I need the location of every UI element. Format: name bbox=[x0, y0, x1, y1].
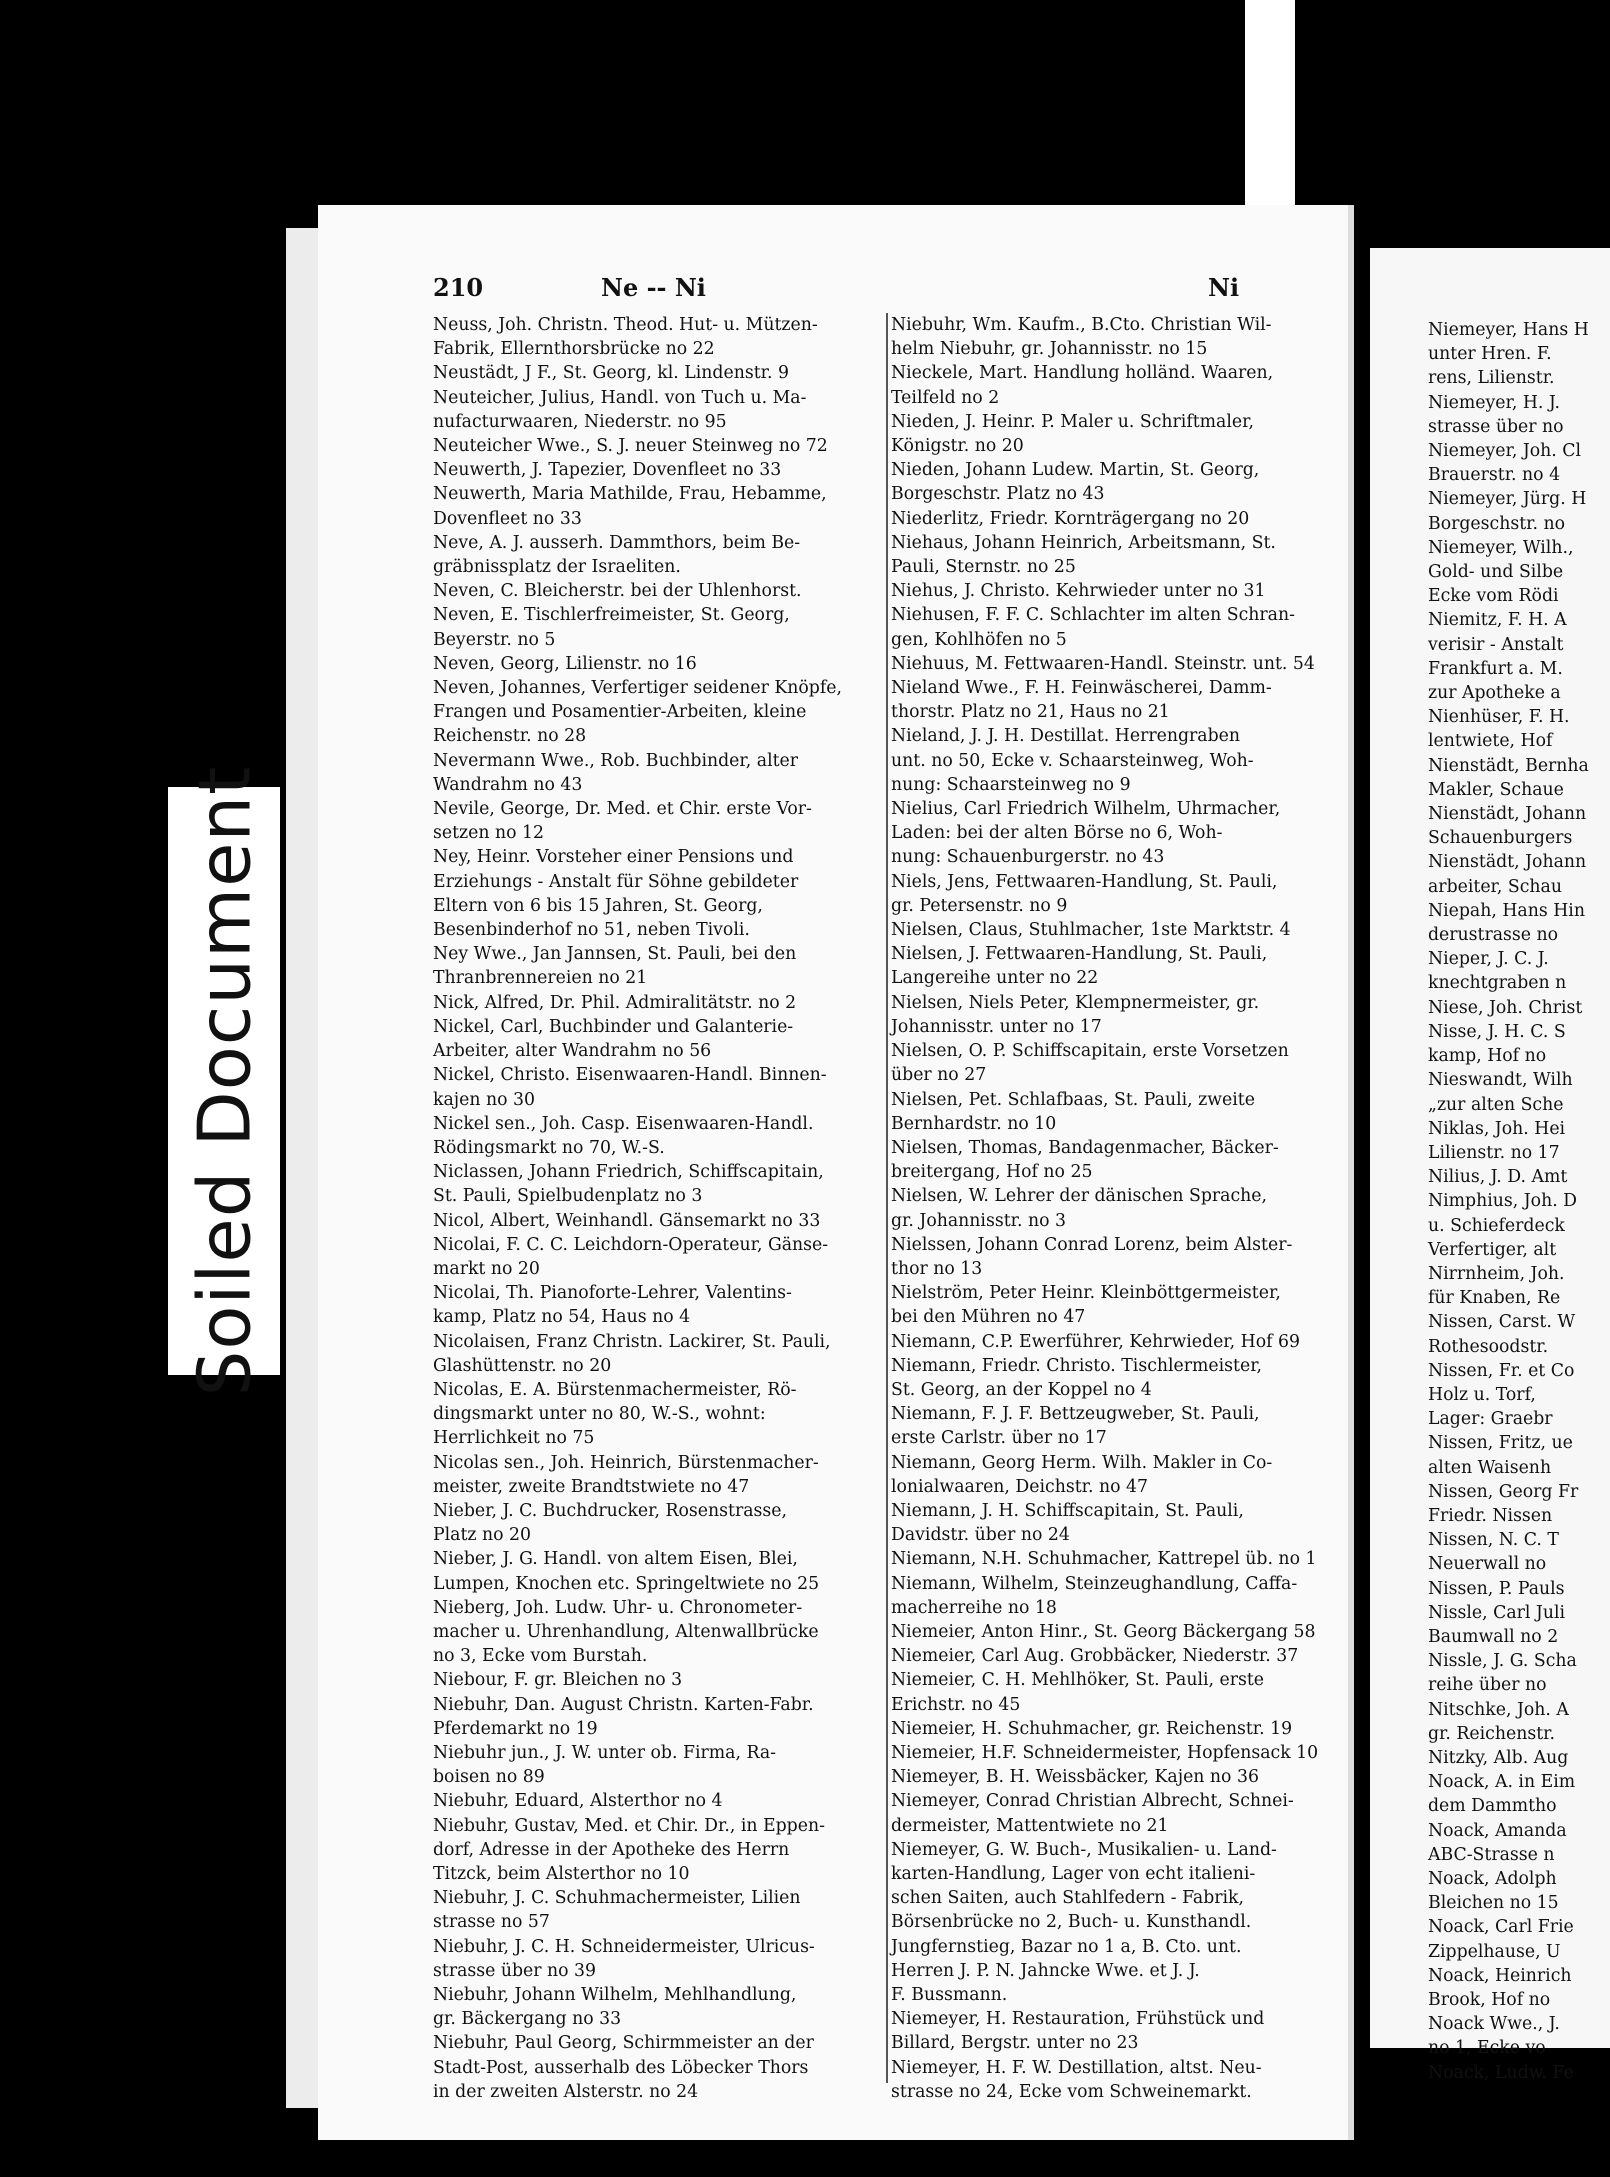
entry-line: Niemeyer, H. J. bbox=[1428, 392, 1560, 413]
entry-line: nung: Schauenburgerstr. no 43 bbox=[891, 847, 1165, 868]
entry-line: Nissen, Fr. et Co bbox=[1428, 1360, 1575, 1381]
entry-line: strasse no 57 bbox=[433, 1912, 550, 1933]
entry-line: Nieper, J. C. J. bbox=[1428, 949, 1549, 970]
entry-line: Niehuus, M. Fettwaaren-Handl. Steinstr. unt. 54 bbox=[891, 653, 1315, 674]
left-column bbox=[433, 313, 891, 2104]
entry-line: Nimphius, Joh. D bbox=[1428, 1191, 1578, 1212]
entry-line: Niemann, C.P. Ewerführer, Kehrwieder, Hof 69 bbox=[891, 1331, 1301, 1352]
entry-line: rens, Lilienstr. bbox=[1428, 368, 1555, 389]
entry-line: Nicolas sen., Joh. Heinrich, Bürstenmacher- bbox=[433, 1452, 819, 1473]
entry-line: Baumwall no 2 bbox=[1428, 1626, 1559, 1647]
entry-line: lonialwaaren, Deichstr. no 47 bbox=[891, 1476, 1149, 1497]
entry-line: für Knaben, Re bbox=[1428, 1288, 1561, 1309]
page-header bbox=[433, 273, 1318, 313]
entry-line: Schauenburgers bbox=[1428, 828, 1573, 849]
entry-line: Nevile, George, Dr. Med. et Chir. erste Vor- bbox=[433, 799, 812, 820]
entry-line: Niemeyer, Wilh., bbox=[1428, 537, 1574, 558]
entry-line: Rothesoodstr. bbox=[1428, 1336, 1549, 1357]
entry-line: Nissen, P. Pauls bbox=[1428, 1578, 1565, 1599]
entry-line: Herrlichkeit no 75 bbox=[433, 1428, 595, 1449]
entry-line: Nitschke, Joh. A bbox=[1428, 1699, 1569, 1720]
entry-line: Nisse, J. H. C. S bbox=[1428, 1021, 1566, 1042]
entry-line: Noack Wwe., J. bbox=[1428, 2014, 1560, 2035]
entry-line: Niebuhr, J. C. Schuhmachermeister, Lilien bbox=[433, 1888, 801, 1909]
soiled-document-text: Soiled Document bbox=[182, 765, 266, 1397]
entry-line: Nicolaisen, Franz Christn. Lackirer, St. Pauli, bbox=[433, 1331, 831, 1352]
entry-line: dingsmarkt unter no 80, W.-S., wohnt: bbox=[433, 1404, 766, 1425]
entry-line: markt no 20 bbox=[433, 1258, 540, 1279]
entry-line: Niemitz, F. H. A bbox=[1428, 610, 1567, 631]
page-number: 210 bbox=[433, 273, 484, 302]
entry-line: Niebuhr jun., J. W. unter ob. Firma, Ra- bbox=[433, 1742, 776, 1763]
entry-line: Niemann, J. H. Schiffscapitain, St. Pauli, bbox=[891, 1500, 1244, 1521]
entry-line: in der zweiten Alsterstr. no 24 bbox=[433, 2081, 699, 2102]
entry-line: karten-Handlung, Lager von echt italieni- bbox=[891, 1864, 1256, 1884]
entry-line: Niemann, Wilhelm, Steinzeughandlung, Caffa- bbox=[891, 1573, 1298, 1594]
entry-line: knechtgraben n bbox=[1428, 973, 1567, 994]
entry-line: boisen no 89 bbox=[433, 1767, 545, 1788]
entry-line: alten Waisenh bbox=[1428, 1457, 1552, 1478]
entry-line: Bleichen no 15 bbox=[1428, 1893, 1559, 1914]
entry-line: Niemann, Friedr. Christo. Tischlermeister, bbox=[891, 1355, 1263, 1376]
entry-line: Nielsen, J. Fettwaaren-Handlung, St. Pauli, bbox=[891, 944, 1268, 965]
entry-line: Niemann, Georg Herm. Wilh. Makler in Co- bbox=[891, 1452, 1273, 1473]
entry-line: lentwiete, Hof bbox=[1428, 731, 1553, 752]
entry-line: no 3, Ecke vom Burstah. bbox=[433, 1646, 648, 1667]
entry-line: Eltern von 6 bis 15 Jahren, St. Georg, bbox=[433, 895, 763, 916]
entry-line: unt. no 50, Ecke v. Schaarsteinweg, Woh- bbox=[891, 750, 1254, 771]
entry-line: Börsenbrücke no 2, Buch- u. Kunsthandl. bbox=[891, 1912, 1252, 1933]
entry-line: verisir - Anstalt bbox=[1428, 634, 1564, 655]
entry-line: strasse über no 39 bbox=[433, 1960, 597, 1981]
entry-line: gr. Petersenstr. no 9 bbox=[891, 895, 1068, 916]
entry-line: Nieberg, Joh. Ludw. Uhr- u. Chronometer- bbox=[433, 1597, 803, 1618]
entry-line: Borgeschstr. Platz no 43 bbox=[891, 484, 1105, 505]
entry-line: u. Schieferdeck bbox=[1428, 1215, 1565, 1236]
entry-line: derustrasse no bbox=[1428, 925, 1559, 946]
entry-line: breitergang, Hof no 25 bbox=[891, 1162, 1093, 1183]
entry-line: Friedr. Nissen bbox=[1428, 1505, 1553, 1526]
entry-line: Erziehungs - Anstalt für Söhne gebildeter bbox=[433, 871, 799, 892]
entry-line: Niepah, Hans Hin bbox=[1428, 900, 1585, 921]
entry-line: Nick, Alfred, Dr. Phil. Admiralitätstr. no 2 bbox=[433, 992, 797, 1013]
entry-line: Besenbinderhof no 51, neben Tivoli. bbox=[433, 920, 750, 941]
entry-line: Niemeyer, Hans H bbox=[1428, 320, 1589, 340]
entry-line: Wandrahm no 43 bbox=[433, 774, 583, 795]
entry-line: über no 27 bbox=[891, 1065, 987, 1086]
entry-line: Niemeyer, Conrad Christian Albrecht, Schnei- bbox=[891, 1791, 1294, 1812]
entry-line: Thranbrennereien no 21 bbox=[433, 968, 648, 989]
entry-line: Pferdemarkt no 19 bbox=[433, 1718, 598, 1739]
entry-line: Niebuhr, J. C. H. Schneidermeister, Ulricus- bbox=[433, 1936, 815, 1957]
entry-line: setzen no 12 bbox=[433, 823, 545, 844]
entry-line: Nitzky, Alb. Aug bbox=[1428, 1747, 1569, 1768]
entry-line: Erichstr. no 45 bbox=[891, 1694, 1021, 1715]
entry-line: Nickel sen., Joh. Casp. Eisenwaaren-Handl. bbox=[433, 1113, 814, 1134]
entry-line: Bernhardstr. no 10 bbox=[891, 1113, 1057, 1134]
entry-line: Neven, E. Tischlerfreimeister, St. Georg, bbox=[433, 605, 790, 626]
entry-line: bei den Mühren no 47 bbox=[891, 1307, 1086, 1328]
entry-line: Niemann, N.H. Schuhmacher, Kattrepel üb. no 1 bbox=[891, 1549, 1317, 1570]
entry-line: Nielius, Carl Friedrich Wilhelm, Uhrmacher, bbox=[891, 799, 1281, 820]
entry-line: Langereihe unter no 22 bbox=[891, 968, 1099, 989]
entry-line: Lilienstr. no 17 bbox=[1428, 1142, 1560, 1163]
entry-line: Nieland Wwe., F. H. Feinwäscherei, Damm- bbox=[891, 678, 1272, 699]
entry-line: Ney, Heinr. Vorsteher einer Pensions und bbox=[433, 847, 794, 868]
soiled-document-label bbox=[168, 765, 280, 1397]
next-page-column bbox=[1428, 318, 1589, 2085]
entry-line: F. Bussmann. bbox=[891, 1985, 1008, 2006]
entry-line: Nielsen, Pet. Schlafbaas, St. Pauli, zweite bbox=[891, 1089, 1255, 1110]
entry-line: helm Niebuhr, gr. Johannisstr. no 15 bbox=[891, 339, 1208, 360]
entry-line: unter Hren. F. bbox=[1428, 344, 1552, 365]
entry-line: Nieswandt, Wilh bbox=[1428, 1070, 1573, 1091]
entry-line: Niklas, Joh. Hei bbox=[1428, 1118, 1566, 1139]
entry-line: Nevermann Wwe., Rob. Buchbinder, alter bbox=[433, 750, 799, 771]
entry-line: St. Pauli, Spielbudenplatz no 3 bbox=[433, 1186, 703, 1207]
entry-line: „zur alten Sche bbox=[1428, 1094, 1564, 1115]
entry-line: Niemeier, H. Schuhmacher, gr. Reichenstr. 19 bbox=[891, 1718, 1293, 1739]
entry-line: Davidstr. über no 24 bbox=[891, 1525, 1070, 1546]
entry-line: gr. Reichenstr. bbox=[1428, 1723, 1556, 1744]
entry-line: Gold- und Silbe bbox=[1428, 562, 1564, 583]
entry-line: thor no 13 bbox=[891, 1258, 983, 1279]
entry-line: Frankfurt a. M. bbox=[1428, 658, 1563, 679]
entry-line: Niemeyer, H. Restauration, Frühstück und bbox=[891, 2009, 1265, 2030]
entry-line: Nissle, J. G. Scha bbox=[1428, 1651, 1577, 1672]
entry-line: Nienstädt, Johann bbox=[1428, 804, 1587, 825]
entry-line: meister, zweite Brandtstwiete no 47 bbox=[433, 1476, 750, 1497]
entry-line: Nielström, Peter Heinr. Kleinböttgermeister, bbox=[891, 1283, 1281, 1304]
entry-line: thorstr. Platz no 21, Haus no 21 bbox=[891, 702, 1170, 723]
entry-line: Arbeiter, alter Wandrahm no 56 bbox=[433, 1041, 712, 1062]
entry-line: macher u. Uhrenhandlung, Altenwallbrücke bbox=[433, 1621, 819, 1642]
entry-line: Nickel, Christo. Eisenwaaren-Handl. Binnen- bbox=[433, 1065, 827, 1086]
entry-line: Neuerwall no bbox=[1428, 1554, 1547, 1575]
entry-line: Herren J. P. N. Jahncke Wwe. et J. J. bbox=[891, 1960, 1200, 1981]
entry-line: Niemeyer, H. F. W. Destillation, altst. Neu- bbox=[891, 2057, 1262, 2078]
entry-line: Nicolai, F. C. C. Leichdorn-Operateur, Gänse- bbox=[433, 1234, 829, 1255]
entry-line: Niederlitz, Friedr. Kornträgergang no 20 bbox=[891, 508, 1250, 529]
entry-line: Noack, Adolph bbox=[1428, 1869, 1557, 1889]
entry-line: Verfertiger, alt bbox=[1428, 1239, 1557, 1260]
entry-line: Nielssen, Johann Conrad Lorenz, beim Alster- bbox=[891, 1234, 1293, 1255]
entry-line: Noack, Ludw. Fe bbox=[1428, 2062, 1574, 2083]
entry-line: Nicolas, E. A. Bürstenmachermeister, Rö- bbox=[433, 1379, 797, 1400]
entry-line: erste Carlstr. über no 17 bbox=[891, 1428, 1107, 1449]
entry-line: Titzck, beim Alsterthor no 10 bbox=[433, 1864, 690, 1884]
name-range: Ne -- Ni bbox=[601, 273, 706, 302]
entry-line: Borgeschstr. no bbox=[1428, 513, 1566, 534]
entry-line: Niehaus, Johann Heinrich, Arbeitsmann, St. bbox=[891, 532, 1276, 553]
entry-line: Niemeier, C. H. Mehlhöker, St. Pauli, erste bbox=[891, 1670, 1265, 1691]
entry-line: Noack, Heinrich bbox=[1428, 1965, 1572, 1986]
entry-line: Neustädt, J F., St. Georg, kl. Lindenstr. 9 bbox=[433, 363, 789, 384]
entry-line: Beyerstr. no 5 bbox=[433, 629, 556, 650]
entry-line: Noack, Carl Frie bbox=[1428, 1917, 1574, 1938]
entry-line: strasse no 24, Ecke vom Schweinemarkt. bbox=[891, 2081, 1252, 2102]
entry-line: gräbnissplatz der Israeliten. bbox=[433, 557, 681, 578]
entry-line: Brauerstr. no 4 bbox=[1428, 465, 1561, 486]
entry-line: Noack, A. in Eim bbox=[1428, 1772, 1576, 1793]
entry-line: Fabrik, Ellernthorsbrücke no 22 bbox=[433, 339, 715, 360]
entry-line: Niese, Joh. Christ bbox=[1428, 997, 1583, 1018]
entry-line: nung: Schaarsteinweg no 9 bbox=[891, 774, 1131, 795]
entry-line: Neve, A. J. ausserh. Dammthors, beim Be- bbox=[433, 532, 801, 553]
entry-line: Nielsen, O. P. Schiffscapitain, erste Vorsetzen bbox=[891, 1041, 1289, 1062]
entry-line: Nieckele, Mart. Handlung holländ. Waaren, bbox=[891, 363, 1274, 384]
entry-line: Niebuhr, Wm. Kaufm., B.Cto. Christian Wil- bbox=[891, 315, 1272, 335]
entry-line: arbeiter, Schau bbox=[1428, 876, 1562, 897]
entry-line: Neuteicher, Julius, Handl. von Tuch u. Ma- bbox=[433, 387, 807, 408]
entry-line: kamp, Platz no 54, Haus no 4 bbox=[433, 1307, 691, 1328]
entry-line: Niehus, J. Christo. Kehrwieder unter no 31 bbox=[891, 581, 1266, 602]
entry-line: nufacturwaaren, Niederstr. no 95 bbox=[433, 411, 727, 432]
entry-line: Nieden, J. Heinr. P. Maler u. Schriftmaler, bbox=[891, 411, 1254, 432]
entry-line: Niebuhr, Eduard, Alsterthor no 4 bbox=[433, 1791, 723, 1812]
entry-line: Pauli, Sternstr. no 25 bbox=[891, 557, 1076, 578]
entry-line: Niemann, F. J. F. Bettzeugweber, St. Pauli, bbox=[891, 1404, 1260, 1425]
entry-line: Nickel, Carl, Buchbinder und Galanterie- bbox=[433, 1016, 794, 1037]
entry-line: Niebuhr, Dan. August Christn. Karten-Fabr. bbox=[433, 1694, 814, 1715]
entry-line: Niemeyer, Jürg. H bbox=[1428, 489, 1587, 510]
entry-line: Neuteicher Wwe., S. J. neuer Steinweg no 72 bbox=[433, 436, 828, 457]
entry-line: Nieden, Johann Ludew. Martin, St. Georg, bbox=[891, 460, 1260, 481]
entry-line: Nicolai, Th. Pianoforte-Lehrer, Valentins- bbox=[433, 1283, 792, 1304]
entry-line: Neven, Georg, Lilienstr. no 16 bbox=[433, 653, 697, 674]
scan-tab bbox=[1245, 0, 1295, 230]
entry-line: Niebuhr, Johann Wilhelm, Mehlhandlung, bbox=[433, 1985, 797, 2006]
entry-line: Neuwerth, J. Tapezier, Dovenfleet no 33 bbox=[433, 460, 782, 481]
entry-line: Nielsen, W. Lehrer der dänischen Sprache, bbox=[891, 1186, 1268, 1207]
entry-line: Stadt-Post, ausserhalb des Löbecker Thors bbox=[433, 2057, 809, 2078]
entry-line: Holz u. Torf, bbox=[1428, 1384, 1536, 1405]
entry-line: Niemeyer, Joh. Cl bbox=[1428, 441, 1582, 462]
entry-line: Niebuhr, Paul Georg, Schirmmeister an der bbox=[433, 2033, 814, 2054]
entry-line: kamp, Hof no bbox=[1428, 1046, 1547, 1067]
entry-line: Makler, Schaue bbox=[1428, 779, 1564, 800]
entry-line: Billard, Bergstr. unter no 23 bbox=[891, 2033, 1139, 2054]
entry-line: Neven, C. Bleicherstr. bei der Uhlenhorst. bbox=[433, 581, 802, 602]
entry-line: Lager: Graebr bbox=[1428, 1409, 1553, 1430]
entry-line: gr. Bäckergang no 33 bbox=[433, 2009, 622, 2030]
directory-page bbox=[318, 205, 1348, 2140]
entry-line: Teilfeld no 2 bbox=[891, 387, 1000, 408]
entry-line: gen, Kohlhöfen no 5 bbox=[891, 629, 1067, 650]
entry-line: Neuwerth, Maria Mathilde, Frau, Hebamme, bbox=[433, 484, 827, 505]
page-edge bbox=[286, 228, 322, 2108]
entry-line: Lumpen, Knochen etc. Springeltwiete no 25 bbox=[433, 1573, 820, 1594]
entry-line: Frangen und Posamentier-Arbeiten, kleine bbox=[433, 702, 807, 723]
entry-line: Ecke vom Rödi bbox=[1428, 586, 1559, 607]
entry-line: Nienstädt, Bernha bbox=[1428, 755, 1589, 776]
entry-line: ABC-Strasse n bbox=[1428, 1844, 1555, 1865]
next-page-fragment bbox=[1370, 248, 1610, 2083]
entry-line: Glashüttenstr. no 20 bbox=[433, 1355, 612, 1376]
entry-line: Nirrnheim, Joh. bbox=[1428, 1263, 1565, 1284]
entry-line: Rödingsmarkt no 70, W.-S. bbox=[433, 1137, 665, 1158]
entry-line: St. Georg, an der Koppel no 4 bbox=[891, 1379, 1152, 1400]
entry-line: Niebuhr, Gustav, Med. et Chir. Dr., in Eppen- bbox=[433, 1815, 825, 1836]
entry-line: Nieber, J. C. Buchdrucker, Rosenstrasse, bbox=[433, 1500, 787, 1521]
entry-line: Königstr. no 20 bbox=[891, 436, 1024, 457]
entry-line: reihe über no bbox=[1428, 1675, 1547, 1696]
entry-line: Nissen, Carst. W bbox=[1428, 1312, 1576, 1333]
entry-line: Nielsen, Niels Peter, Klempnermeister, gr. bbox=[891, 992, 1260, 1013]
entry-line: Nilius, J. D. Amt bbox=[1428, 1167, 1568, 1188]
entry-line: Nienstädt, Johann bbox=[1428, 852, 1587, 873]
entry-line: Dovenfleet no 33 bbox=[433, 508, 582, 529]
entry-line: Neven, Johannes, Verfertiger seidener Knöpfe, bbox=[433, 678, 842, 699]
entry-line: Laden: bei der alten Börse no 6, Woh- bbox=[891, 823, 1223, 844]
entry-line: Johannisstr. unter no 17 bbox=[891, 1016, 1102, 1037]
entry-line: schen Saiten, auch Stahlfedern - Fabrik, bbox=[891, 1888, 1245, 1909]
entry-line: Niemeyer, B. H. Weissbäcker, Kajen no 36 bbox=[891, 1767, 1259, 1788]
entry-line: Nicol, Albert, Weinhandl. Gänsemarkt no 33 bbox=[433, 1210, 821, 1231]
entry-line: Nissen, Georg Fr bbox=[1428, 1481, 1579, 1502]
entry-line: Nieber, J. G. Handl. von altem Eisen, Blei, bbox=[433, 1549, 798, 1570]
entry-line: Niemeier, Carl Aug. Grobbäcker, Niederstr. 37 bbox=[891, 1646, 1299, 1667]
entry-line: Niels, Jens, Fettwaaren-Handlung, St. Pauli, bbox=[891, 871, 1278, 892]
entry-line: Noack, Amanda bbox=[1428, 1820, 1567, 1841]
entry-line: Jungfernstieg, Bazar no 1 a, B. Cto. unt. bbox=[891, 1936, 1242, 1957]
header-letters: Ni bbox=[1208, 273, 1240, 302]
entry-line: Niclassen, Johann Friedrich, Schiffscapitain, bbox=[433, 1162, 824, 1183]
entry-line: dem Dammtho bbox=[1428, 1796, 1557, 1817]
entry-line: no 1, Ecke vo bbox=[1428, 2038, 1546, 2059]
entry-line: Nissen, N. C. T bbox=[1428, 1530, 1559, 1551]
entry-line: dorf, Adresse in der Apotheke des Herrn bbox=[433, 1839, 790, 1860]
entry-line: Nieland, J. J. H. Destillat. Herrengraben bbox=[891, 726, 1241, 747]
entry-line: Zippelhause, U bbox=[1428, 1941, 1561, 1962]
entry-line: kajen no 30 bbox=[433, 1089, 535, 1110]
entry-line: Nielsen, Thomas, Bandagenmacher, Bäcker- bbox=[891, 1137, 1279, 1158]
entry-line: macherreihe no 18 bbox=[891, 1597, 1057, 1618]
entry-line: strasse über no bbox=[1428, 416, 1564, 437]
entry-line: Reichenstr. no 28 bbox=[433, 726, 587, 747]
entry-line: Niemeier, H.F. Schneidermeister, Hopfensack 10 bbox=[891, 1742, 1319, 1763]
entry-line: Brook, Hof no bbox=[1428, 1990, 1551, 2011]
entry-line: Platz no 20 bbox=[433, 1525, 532, 1546]
entry-line: dermeister, Mattentwiete no 21 bbox=[891, 1815, 1169, 1836]
entry-line: Ney Wwe., Jan Jannsen, St. Pauli, bei den bbox=[433, 944, 797, 965]
entry-line: Niemeyer, G. W. Buch-, Musikalien- u. Land- bbox=[891, 1839, 1277, 1860]
right-column bbox=[891, 313, 1331, 2104]
entry-line: Nissen, Fritz, ue bbox=[1428, 1433, 1573, 1454]
entry-line: Niebour, F. gr. Bleichen no 3 bbox=[433, 1670, 683, 1691]
entry-line: Niehusen, F. F. C. Schlachter im alten Schran- bbox=[891, 605, 1295, 626]
entry-line: Nielsen, Claus, Stuhlmacher, 1ste Marktstr. 4 bbox=[891, 920, 1291, 941]
entry-line: Neuss, Joh. Christn. Theod. Hut- u. Mützen- bbox=[433, 315, 818, 335]
entry-line: Niemeier, Anton Hinr., St. Georg Bäckergang 58 bbox=[891, 1621, 1316, 1642]
entry-line: Nissle, Carl Juli bbox=[1428, 1602, 1566, 1623]
entry-line: Nienhüser, F. H. bbox=[1428, 707, 1570, 728]
entry-line: gr. Johannisstr. no 3 bbox=[891, 1210, 1067, 1231]
entry-line: zur Apotheke a bbox=[1428, 683, 1561, 704]
